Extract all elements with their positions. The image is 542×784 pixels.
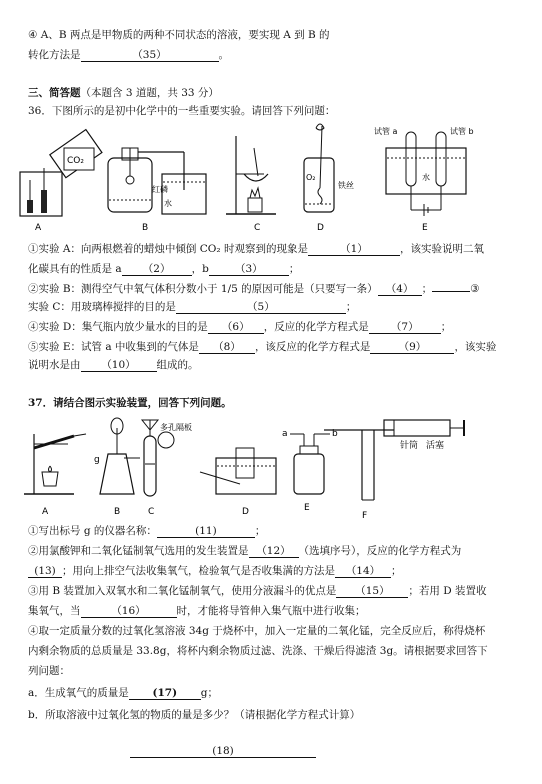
blank-35[interactable]: （35）: [81, 49, 219, 62]
q37-line5: 集氧气，当 （16） 时，才能将导管伸入集气瓶中进行收集；: [28, 605, 366, 617]
q36-line4: 实验 C：用玻璃棒搅拌的目的是 （5） ；: [28, 301, 357, 313]
q35-line1: ④ A、B 两点是甲物质的两种不同状态的溶液，要实现 A 到 B 的: [28, 29, 330, 41]
q37-stem: 37．请结合图示实验装置，回答下列问题。: [28, 397, 232, 409]
apparatus-d: [200, 448, 276, 517]
q37-line7: 内剩余物质的总质量是 33.8g，将杯内剩余物质过滤、洗涤、干燥后得滤渣 3g。请根据要求回答下: [28, 645, 488, 657]
experiment-e-diagram: [374, 126, 474, 233]
svg-text:D: D: [317, 223, 324, 233]
svg-text:水: 水: [422, 173, 430, 182]
experiment-b-diagram: [108, 148, 206, 233]
experiment-a-diagram: [20, 130, 102, 233]
svg-text:E: E: [304, 503, 310, 513]
q36-line3: ②实验 B：测得空气中氧气体积分数小于 1/5 的原因可能是（只要写一条） （4） ； ③: [28, 283, 480, 295]
svg-text:A: A: [42, 507, 49, 517]
blank-10[interactable]: （10）: [81, 359, 157, 372]
blank-1[interactable]: （1）: [308, 243, 400, 256]
blank-11[interactable]: (11): [157, 525, 255, 538]
q37-line4: ③用 B 装置加入双氧水和二氧化锰制氧气，使用分液漏斗的优点是 （15） ；若用 D 装置收: [28, 585, 487, 597]
svg-text:B: B: [114, 507, 121, 517]
blank-18[interactable]: (18): [130, 745, 316, 758]
svg-text:水: 水: [164, 199, 172, 208]
blank-2[interactable]: （2）: [122, 263, 192, 276]
blank-3[interactable]: （3）: [209, 263, 289, 276]
svg-text:C: C: [254, 223, 261, 233]
blank-8[interactable]: （8）: [199, 341, 255, 354]
q36-line5: ④实验 D：集气瓶内放少量水的目的是 （6） ，反应的化学方程式是 （7） ；: [28, 321, 452, 333]
svg-text:针筒: 针筒: [400, 441, 419, 451]
q36-line7: 说明水是由 （10） 组成的。: [28, 359, 199, 371]
blank-13[interactable]: (13): [28, 565, 62, 578]
q37-line1: ①写出标号 g 的仪器名称： (11) ；: [28, 525, 266, 537]
q36-stem: 36．下图所示的是初中化学中的一些重要实验。请回答下列问题：: [28, 105, 336, 117]
q35-line2: 转化方法是 （35） 。: [28, 49, 229, 61]
svg-text:E: E: [422, 223, 428, 233]
svg-text:C: C: [148, 507, 155, 517]
blank-9[interactable]: （9）: [370, 341, 454, 354]
apparatus-b: [94, 418, 140, 517]
svg-text:B: B: [142, 223, 149, 233]
q37-line8: 列问题：: [28, 665, 70, 677]
experiment-c-diagram: [226, 136, 276, 233]
blank-7[interactable]: （7）: [369, 321, 441, 334]
blank-5[interactable]: （5）: [176, 301, 346, 314]
q37-figure: [14, 414, 484, 520]
blank-15[interactable]: （15）: [336, 585, 408, 598]
q36-line6: ⑤实验 E：试管 a 中收集到的气体是 （8） ，该反应的化学方程式是 （9） ，该实验: [28, 341, 497, 353]
apparatus-a: [24, 434, 86, 517]
section-heading: 三、简答题（本题含 3 道题，共 33 分）: [28, 87, 219, 99]
q37-line6: ④取一定质量分数的过氧化氢溶液 34g 于烧杯中，加入一定量的二氧化锰，完全反应后，称得烧杯: [28, 625, 486, 637]
blank-12[interactable]: （12）: [249, 545, 299, 558]
blank-4-extra[interactable]: [432, 291, 470, 292]
blank-4[interactable]: （4）: [378, 283, 422, 296]
q36-line1: ①实验 A：向两根燃着的蜡烛中倾倒 CO₂ 时观察到的现象是 （1） ，该实验说明二氧: [28, 243, 484, 255]
svg-text:多孔隔板: 多孔隔板: [160, 423, 192, 432]
svg-text:F: F: [362, 511, 368, 520]
svg-text:试管 b: 试管 b: [450, 127, 474, 136]
svg-text:活塞: 活塞: [426, 441, 445, 451]
svg-text:a: a: [282, 429, 288, 439]
q36-line2: 化碳具有的性质是 a （2） ，b （3） ；: [28, 263, 300, 275]
svg-text:红磷: 红磷: [152, 185, 168, 194]
blank-17[interactable]: (17): [129, 687, 201, 700]
blank-14[interactable]: （14）: [335, 565, 391, 578]
apparatus-c: [142, 420, 192, 517]
q37-line3: (13) ；用向上排空气法收集氧气，检验氧气是否收集满的方法是 （14） ；: [28, 564, 402, 578]
q37-line10: b．所取溶液中过氧化氢的物质的量是多少？（请根据化学方程式计算）: [28, 709, 361, 721]
q36-figure: [14, 118, 484, 234]
blank-6[interactable]: （6）: [208, 321, 264, 334]
svg-text:O₂: O₂: [306, 173, 316, 182]
q37-line2: ②用氯酸钾和二氧化锰制氧气选用的发生装置是 （12） （选填序号），反应的化学方程式为: [28, 545, 462, 557]
svg-text:g: g: [94, 455, 100, 465]
q37-answer-line: [130, 744, 316, 758]
svg-text:A: A: [35, 223, 42, 233]
blank-16[interactable]: （16）: [81, 605, 177, 618]
q37-line9: a．生成氧气的质量是 (17) g；: [28, 687, 218, 699]
svg-text:铁丝: 铁丝: [338, 181, 354, 190]
svg-text:b: b: [332, 429, 338, 439]
experiment-d-diagram: [304, 124, 354, 233]
svg-text:D: D: [242, 507, 249, 517]
svg-text:CO₂: CO₂: [67, 156, 84, 166]
svg-text:试管 a: 试管 a: [374, 127, 398, 136]
apparatus-f: [324, 420, 464, 520]
apparatus-e: [282, 429, 338, 513]
